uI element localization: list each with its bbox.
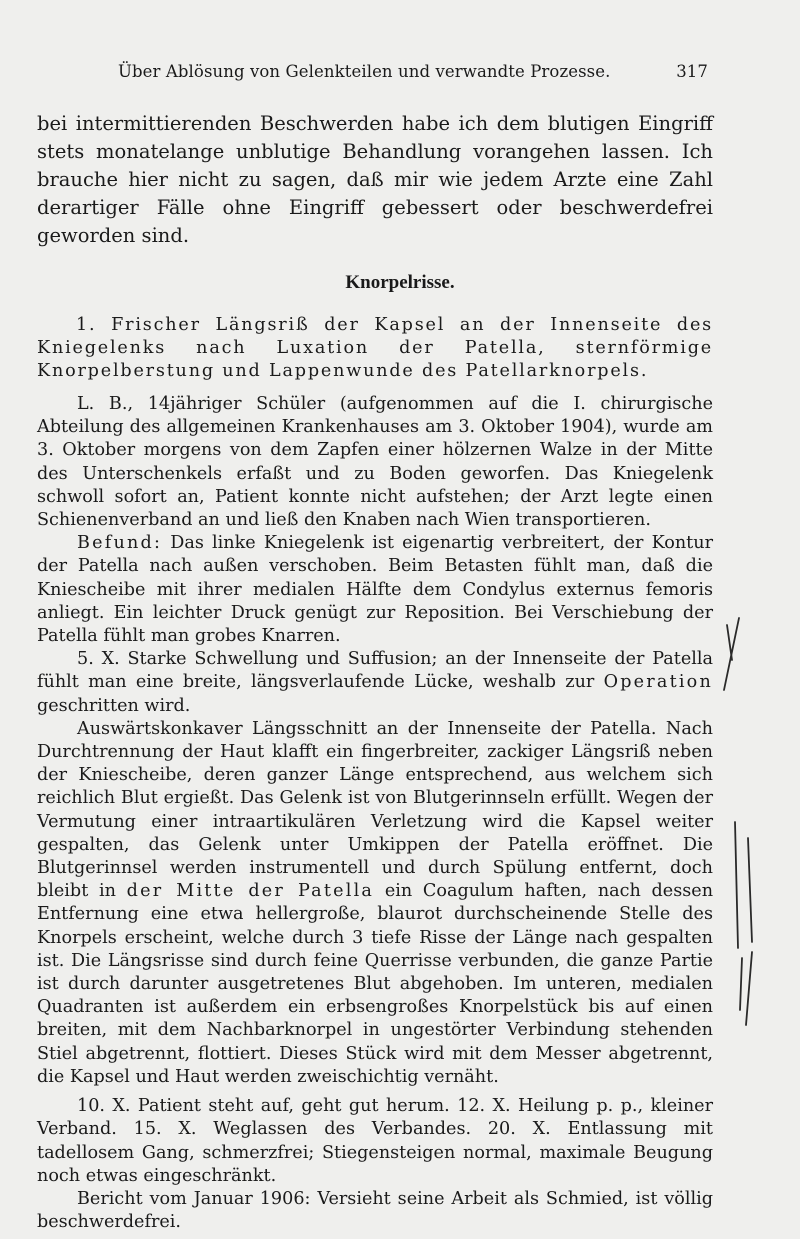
pencil-mark bbox=[740, 958, 742, 1010]
section-heading: Knorpelrisse. bbox=[345, 272, 455, 293]
running-title: Über Ablösung von Gelenkteilen und verwandte Prozesse. bbox=[118, 62, 611, 81]
pencil-mark bbox=[746, 952, 752, 1025]
befund-label: Befund: bbox=[77, 533, 163, 554]
page-number: 317 bbox=[676, 62, 708, 81]
case-history: L. B., 14jähriger Schüler (aufgenommen auf die I. chirurgische Abteilung des allgemeinen Krankenhauses am 3. Oktober 1904), wurde am 3. Oktober morgens von dem Zapfen einer hölzernen Walze in der Mitte des Unterschenkels erfaßt und zu Boden geworfen. Das Kniegelenk schwoll sofort an, Patient konnte nicht aufstehen; der Arzt legte einen Schienenverband an und ließ den Knaben nach Wien transportieren. bbox=[37, 394, 713, 531]
operation-paragraph bbox=[37, 718, 713, 1089]
pencil-mark bbox=[748, 838, 752, 942]
note-5x-b: geschritten wird. bbox=[37, 695, 191, 716]
befund-text: Das linke Kniegelenk ist eigenartig verbreitert, der Kontur der Patella nach außen verschoben. Beim Betasten fühlt man, daß die Kniescheibe mit ihrer medialen Hälfte dem Condylus externus femoris anliegt. Ein leichter Druck genügt zur Reposition. Bei Verschiebung der Patella fühlt man grobes Knarren. bbox=[37, 533, 713, 647]
pencil-mark bbox=[735, 822, 738, 948]
operation-a: Auswärtskonkaver Längsschnitt an der Innenseite der Patella. Nach Durchtrennung der Haut klafft ein fingerbreiter, zackiger Längsriß neben der Kniescheibe, deren ganzer Länge entsprechend, aus welchem sich reichlich Blut ergießt. Das Gelenk ist von Blutgerinnseln erfüllt. Wegen der Vermutung einer intraartikulären Verletzung wird die Kapsel weiter gespalten, das Gelenk unter Umkippen der Patella eröffnet. Die Blutgerinnsel werden instrumentell und durch Spülung entfernt, doch bleibt in bbox=[37, 718, 713, 902]
pencil-mark bbox=[724, 618, 739, 690]
note-5x-operation: Operation bbox=[603, 672, 713, 693]
case-title bbox=[37, 314, 713, 384]
operation-b: ein Coagulum haften, nach dessen Entfernung eine etwa hellergroße, blaurot durchscheinende Stelle des Knorpels erscheint, welche durch 3 tiefe Risse der Länge nach gespalten ist. Die Längsrisse sind durch feine Querrisse verbunden, die ganze Partie ist durch darunter ausgetretenes Blut abgehoben. Im unteren, medialen Quadranten ist außerdem ein erbsengroßes Knorpelstück bis auf einen breiten, mit dem Nachbarknorpel in ungestörter Verbindung stehenden Stiel abgetrennt, flottiert. Dieses Stück wird mit dem Messer abgetrennt, die Kapsel und Haut werden zweischichtig vernäht. bbox=[37, 881, 714, 1087]
intro-paragraph: bei intermittierenden Beschwerden habe ich dem blutigen Eingriff stets monatelange unblutige Behandlung vorangehen lassen. Ich brauche hier nicht zu sagen, daß mir wie jedem Arzte eine Zahl derartiger Fälle ohne Eingriff gebessert oder beschwerdefrei geworden sind. bbox=[37, 112, 713, 247]
report-paragraph: Bericht vom Januar 1906: Versieht seine Arbeit als Schmied, ist völlig beschwerdefrei. bbox=[37, 1188, 713, 1233]
case-title-text: 1. Frischer Längsriß der Kapsel an der Innenseite des Kniegelenks nach Luxation der Patella, sternförmige Knorpelberstung und Lappenwunde des Patellarknorpels. bbox=[37, 315, 713, 382]
note-5x-a: 5. X. Starke Schwellung und Suffusion; an der Innenseite der Patella fühlt man eine breite, längsverlaufende Lücke, weshalb zur bbox=[37, 649, 713, 693]
case-body bbox=[37, 393, 713, 1234]
befund-paragraph bbox=[37, 532, 713, 648]
operation-spaced: der Mitte der Patella bbox=[126, 881, 375, 902]
note-5x bbox=[37, 648, 713, 718]
pencil-mark bbox=[727, 625, 732, 660]
followup-paragraph: 10. X. Patient steht auf, geht gut herum. 12. X. Heilung p. p., kleiner Verband. 15. X. Weglassen des Verbandes. 20. X. Entlassung mit tadellosem Gang, schmerzfrei; Stiegensteigen normal, maximale Beugung noch etwas eingeschränkt. bbox=[37, 1096, 713, 1186]
